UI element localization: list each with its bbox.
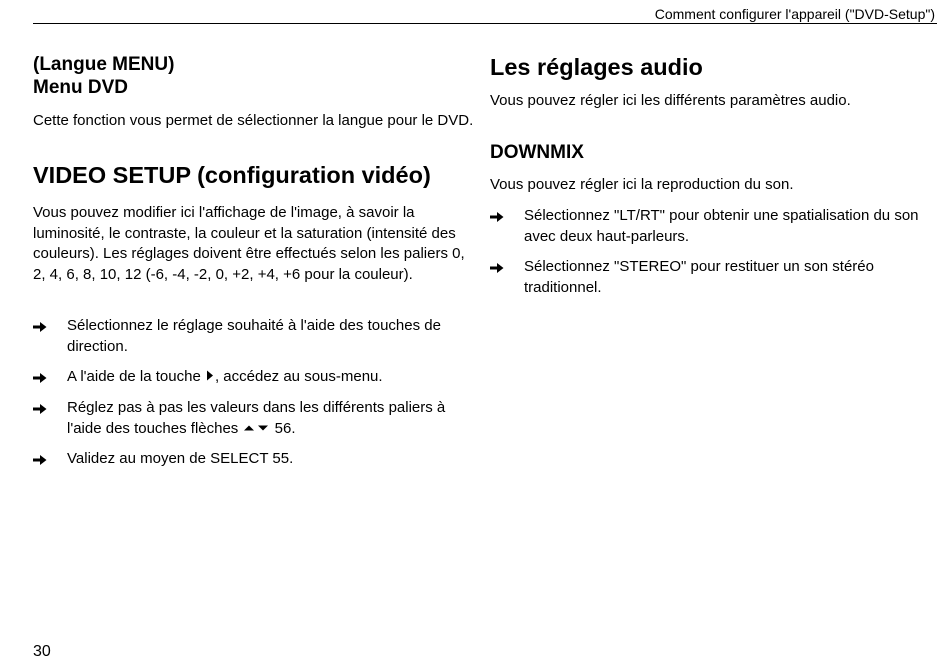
right-arrow-icon bbox=[490, 257, 524, 298]
list-item bbox=[33, 449, 478, 470]
downmix-bullet-2: Sélectionnez "STEREO" pour restituer un son stéréo traditionnel. bbox=[524, 258, 874, 296]
right-arrow-icon bbox=[490, 206, 524, 247]
menu-heading-line1: (Langue MENU) bbox=[33, 54, 175, 75]
list-item bbox=[490, 257, 930, 298]
right-arrow-icon bbox=[33, 449, 67, 470]
audio-settings-description: Vous pouvez régler ici les différents paramètres audio. bbox=[490, 92, 851, 109]
right-triangle-icon bbox=[205, 367, 215, 388]
header-divider bbox=[33, 23, 937, 24]
menu-description: Cette fonction vous permet de sélectionner la langue pour le DVD. bbox=[33, 112, 474, 129]
video-setup-heading: VIDEO SETUP (configuration vidéo) bbox=[33, 162, 431, 188]
downmix-heading: DOWNMIX bbox=[490, 142, 584, 163]
video-bullet-2 bbox=[67, 367, 478, 388]
list-item bbox=[33, 316, 478, 357]
video-bullet-3-end: 56. bbox=[270, 419, 296, 437]
right-arrow-icon bbox=[33, 398, 67, 439]
right-arrow-icon bbox=[33, 316, 67, 357]
list-item bbox=[490, 206, 930, 247]
list-item bbox=[33, 367, 478, 388]
down-triangle-icon bbox=[256, 419, 270, 440]
list-item bbox=[33, 398, 478, 439]
video-setup-description: Vous pouvez modifier ici l'affichage de l'image, à savoir la luminosité, le contraste, la couleur et la saturation (intensité des couleurs). Les réglages doivent être effectués selon les paliers 0, 2, 4, 6, 8, 10, 12 (-6, -4, -2, 0, +2, +4, +6 pour la couleur). bbox=[33, 204, 465, 283]
video-bullet-3 bbox=[67, 398, 478, 439]
video-bullet-1: Sélectionnez le réglage souhaité à l'aide des touches de direction. bbox=[67, 317, 441, 355]
video-bullet-3-start: Réglez pas à pas les valeurs dans les différents paliers à l'aide des touches flèches bbox=[67, 399, 446, 437]
running-header: Comment configurer l'appareil ("DVD-Setup") bbox=[654, 6, 935, 22]
video-bullet-4: Validez au moyen de SELECT 55. bbox=[67, 450, 294, 467]
page-number: 30 bbox=[33, 643, 51, 660]
video-bullet-2-start: A l'aide de la touche bbox=[67, 368, 205, 386]
video-bullet-2-end: , accédez au sous-menu. bbox=[214, 368, 383, 386]
right-arrow-icon bbox=[33, 367, 67, 388]
downmix-description: Vous pouvez régler ici la reproduction du son. bbox=[490, 176, 794, 193]
downmix-bullet-1: Sélectionnez "LT/RT" pour obtenir une spatialisation du son avec deux haut-parleurs. bbox=[524, 207, 919, 245]
up-triangle-icon bbox=[242, 419, 256, 440]
menu-heading-line2: Menu DVD bbox=[33, 77, 128, 98]
audio-settings-heading: Les réglages audio bbox=[490, 54, 703, 80]
